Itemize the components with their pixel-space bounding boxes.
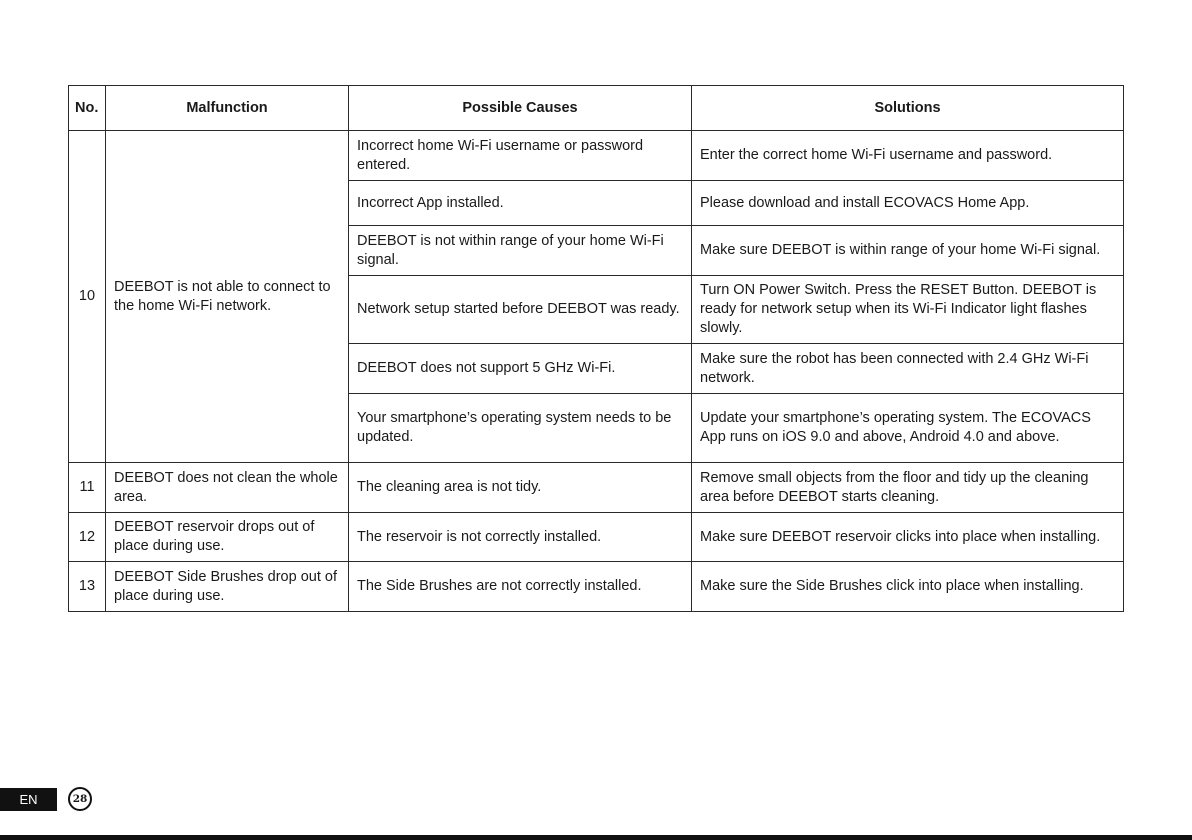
table-row — [69, 463, 1124, 513]
malfunction-cell: DEEBOT is not able to connect to the home Wi-Fi network. — [106, 131, 349, 463]
solution-cell: Make sure the robot has been connected with 2.4 GHz Wi-Fi network. — [692, 344, 1124, 394]
solution-cell: Update your smartphone’s operating system. The ECOVACS App runs on iOS 9.0 and above, Android 4.0 and above. — [692, 394, 1124, 463]
language-badge: EN — [0, 788, 57, 811]
header-solutions: Solutions — [692, 86, 1124, 131]
cause-cell: DEEBOT does not support 5 GHz Wi-Fi. — [349, 344, 692, 394]
cause-cell: Incorrect home Wi-Fi username or password entered. — [349, 131, 692, 181]
solution-cell: Enter the correct home Wi-Fi username and password. — [692, 131, 1124, 181]
table-row — [69, 513, 1124, 562]
solution-cell: Make sure DEEBOT reservoir clicks into place when installing. — [692, 513, 1124, 562]
cause-cell: Your smartphone’s operating system needs to be updated. — [349, 394, 692, 463]
malfunction-cell: DEEBOT does not clean the whole area. — [106, 463, 349, 513]
page-number-badge: 28 — [68, 787, 92, 811]
row-number: 10 — [69, 131, 106, 463]
header-possible-causes: Possible Causes — [349, 86, 692, 131]
malfunction-cell: DEEBOT reservoir drops out of place during use. — [106, 513, 349, 562]
header-no: No. — [69, 86, 106, 131]
cause-cell: DEEBOT is not within range of your home Wi-Fi signal. — [349, 226, 692, 276]
table-row — [69, 562, 1124, 612]
table-row — [69, 131, 1124, 181]
header-malfunction: Malfunction — [106, 86, 349, 131]
solution-cell: Make sure DEEBOT is within range of your home Wi-Fi signal. — [692, 226, 1124, 276]
solution-cell: Make sure the Side Brushes click into place when installing. — [692, 562, 1124, 612]
troubleshooting-table — [68, 85, 1124, 612]
cause-cell: The reservoir is not correctly installed. — [349, 513, 692, 562]
cause-cell: Incorrect App installed. — [349, 181, 692, 226]
malfunction-cell: DEEBOT Side Brushes drop out of place during use. — [106, 562, 349, 612]
cause-cell: The Side Brushes are not correctly installed. — [349, 562, 692, 612]
row-number: 12 — [69, 513, 106, 562]
row-number: 11 — [69, 463, 106, 513]
table-header-row — [69, 86, 1124, 131]
solution-cell: Turn ON Power Switch. Press the RESET Button. DEEBOT is ready for network setup when its Wi-Fi Indicator light flashes slowly. — [692, 276, 1124, 344]
bottom-rule — [0, 835, 1192, 840]
solution-cell: Please download and install ECOVACS Home App. — [692, 181, 1124, 226]
cause-cell: The cleaning area is not tidy. — [349, 463, 692, 513]
solution-cell: Remove small objects from the floor and tidy up the cleaning area before DEEBOT starts cleaning. — [692, 463, 1124, 513]
cause-cell: Network setup started before DEEBOT was ready. — [349, 276, 692, 344]
row-number: 13 — [69, 562, 106, 612]
